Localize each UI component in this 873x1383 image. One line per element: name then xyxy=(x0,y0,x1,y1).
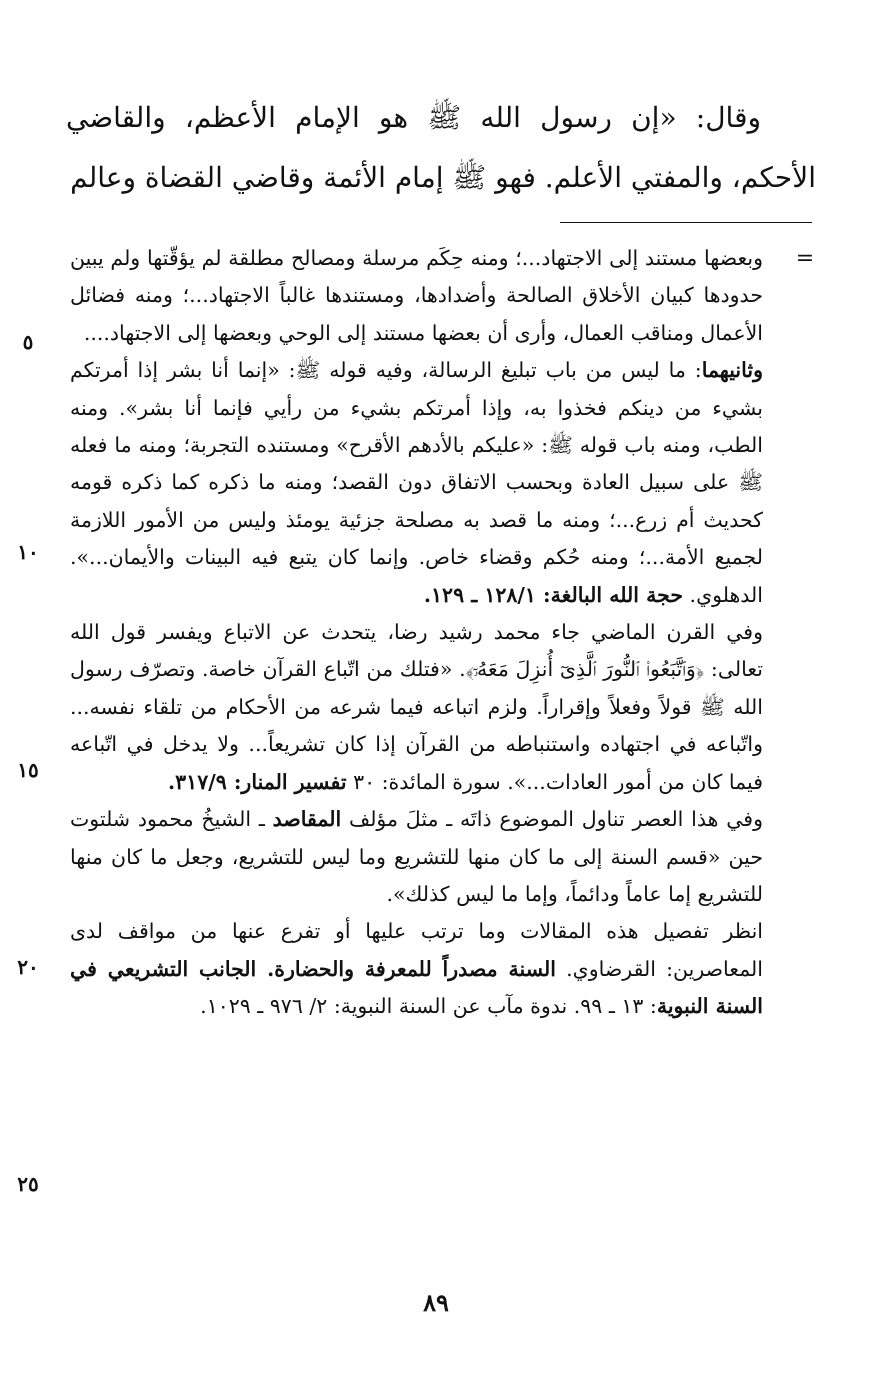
source-reference: : ١٢٨/١ ـ ١٢٩. xyxy=(423,582,551,607)
source-title: حجة الله البالغة xyxy=(550,582,684,607)
footnote-paragraph-4 xyxy=(70,801,763,913)
footnote-text: ـ الشيخُ محمود شلتوت حين «قسم السنة إلى ما كان منها للتشريع وما ليس للتشريع، وجعل ما كان منها للتشريع إما عاماً ودائماً، وإما ما ليس كذلك». xyxy=(70,807,763,906)
footnote-text: : ١٣ ـ ٩٩. ندوة مآب عن السنة النبوية: ٢/ ٩٧٦ ـ ١٠٢٩. xyxy=(200,994,657,1019)
footnote-continuation-mark: = xyxy=(795,246,815,271)
footnote-separator xyxy=(560,222,812,223)
page-number: ٨٩ xyxy=(423,1288,449,1317)
footnote-paragraph-5 xyxy=(70,913,763,1025)
line-number: ٢٠ xyxy=(17,955,39,979)
source-title: السنة مصدراً للمعرفة والحضارة. الجانب التشريعي في السنة النبوية xyxy=(70,956,763,1019)
main-body-text xyxy=(66,88,816,208)
footnote-text: انظر تفصيل هذه المقالات وما ترتب عليها أو تفرع عنها من مواقف لدى المعاصرين: القرضاوي. xyxy=(70,919,763,981)
footnote-lead-term: وثانيهما xyxy=(701,358,763,383)
source-reference: : ٣١٧/٩. xyxy=(168,769,242,794)
line-number: ٥ xyxy=(22,330,34,354)
line-number: ١٥ xyxy=(17,758,39,782)
footnotes-block xyxy=(70,240,763,1026)
line-number: ١٠ xyxy=(17,540,39,564)
footnote-paragraph-2 xyxy=(70,352,763,614)
line-number: ٢٥ xyxy=(17,1172,39,1196)
source-title: المقاصد xyxy=(272,807,342,832)
footnote-text: : ما ليس من باب تبليغ الرسالة، وفيه قوله ﷺ: «إنما أنا بشر إذا أمرتكم بشيء من دينكم فخذوا به، وإذا أمرتكم بشيء من رأيي فإنما أنا بشر». ومنه الطب، ومنه باب قوله ﷺ: «عليكم بالأدهم الأقرح» ومستنده التجربة؛ ومنه ما فعله ﷺ على سبيل العادة وبحسب الاتفاق دون القصد؛ ومنه ما ذكره كما ذكره قومه كحديث أم زرع...؛ ومنه ما قصد به مصلحة جزئية يومئذ وليس من الأمور اللازمة لجميع الأمة...؛ ومنه حُكم وقضاء خاص. وإنما كان يتبع فيه البينات والأيمان...». الدهلوي. xyxy=(70,358,763,607)
footnote-paragraph-1: وبعضها مستند إلى الاجتهاد...؛ ومنه حِكَم مرسلة ومصالح مطلقة لم يؤقّتها ولم يبين حدودها كبيان الأخلاق الصالحة وأضدادها، ومستندها غالباً الاجتهاد...؛ ومنه فضائل الأعمال ومناقب العمال، وأرى أن بعضها مستند إلى الوحي وبعضها إلى الاجتهاد.... xyxy=(70,246,763,345)
footnote-text: وفي القرن الماضي جاء محمد رشيد رضا، يتحدث عن الاتباع ويفسر قول الله تعالى: ﴿وَٱتَّبَعُوا۟ ٱلنُّورَ ٱلَّذِىٓ أُنزِلَ مَعَهُۥٓ﴾. «فتلك من اتّباع القرآن خاصة. وتصرّف رسول الله ﷺ قولاً وفعلاً وإقراراً. ولزم اتباعه فيما شرعه من الأحكام من تلقاء نفسه... واتّباعه في اجتهاده واستنباطه من القرآن إذا كان تشريعاً... ولا يدخل في اتّباعه فيما كان من أمور العادات...». سورة المائدة: ٣٠ xyxy=(70,620,763,794)
footnote-paragraph-3 xyxy=(70,614,763,801)
source-title: تفسير المنار xyxy=(241,769,347,794)
footnote-text: وفي هذا العصر تناول الموضوع ذاتَه ـ مثلَ مؤلف xyxy=(341,807,763,832)
main-paragraph: وقال: «إن رسول الله ﷺ هو الإمام الأعظم، والقاضي الأحكم، والمفتي الأعلم. فهو ﷺ إمام الأئمة وقاضي القضاة وعالم xyxy=(66,101,816,194)
